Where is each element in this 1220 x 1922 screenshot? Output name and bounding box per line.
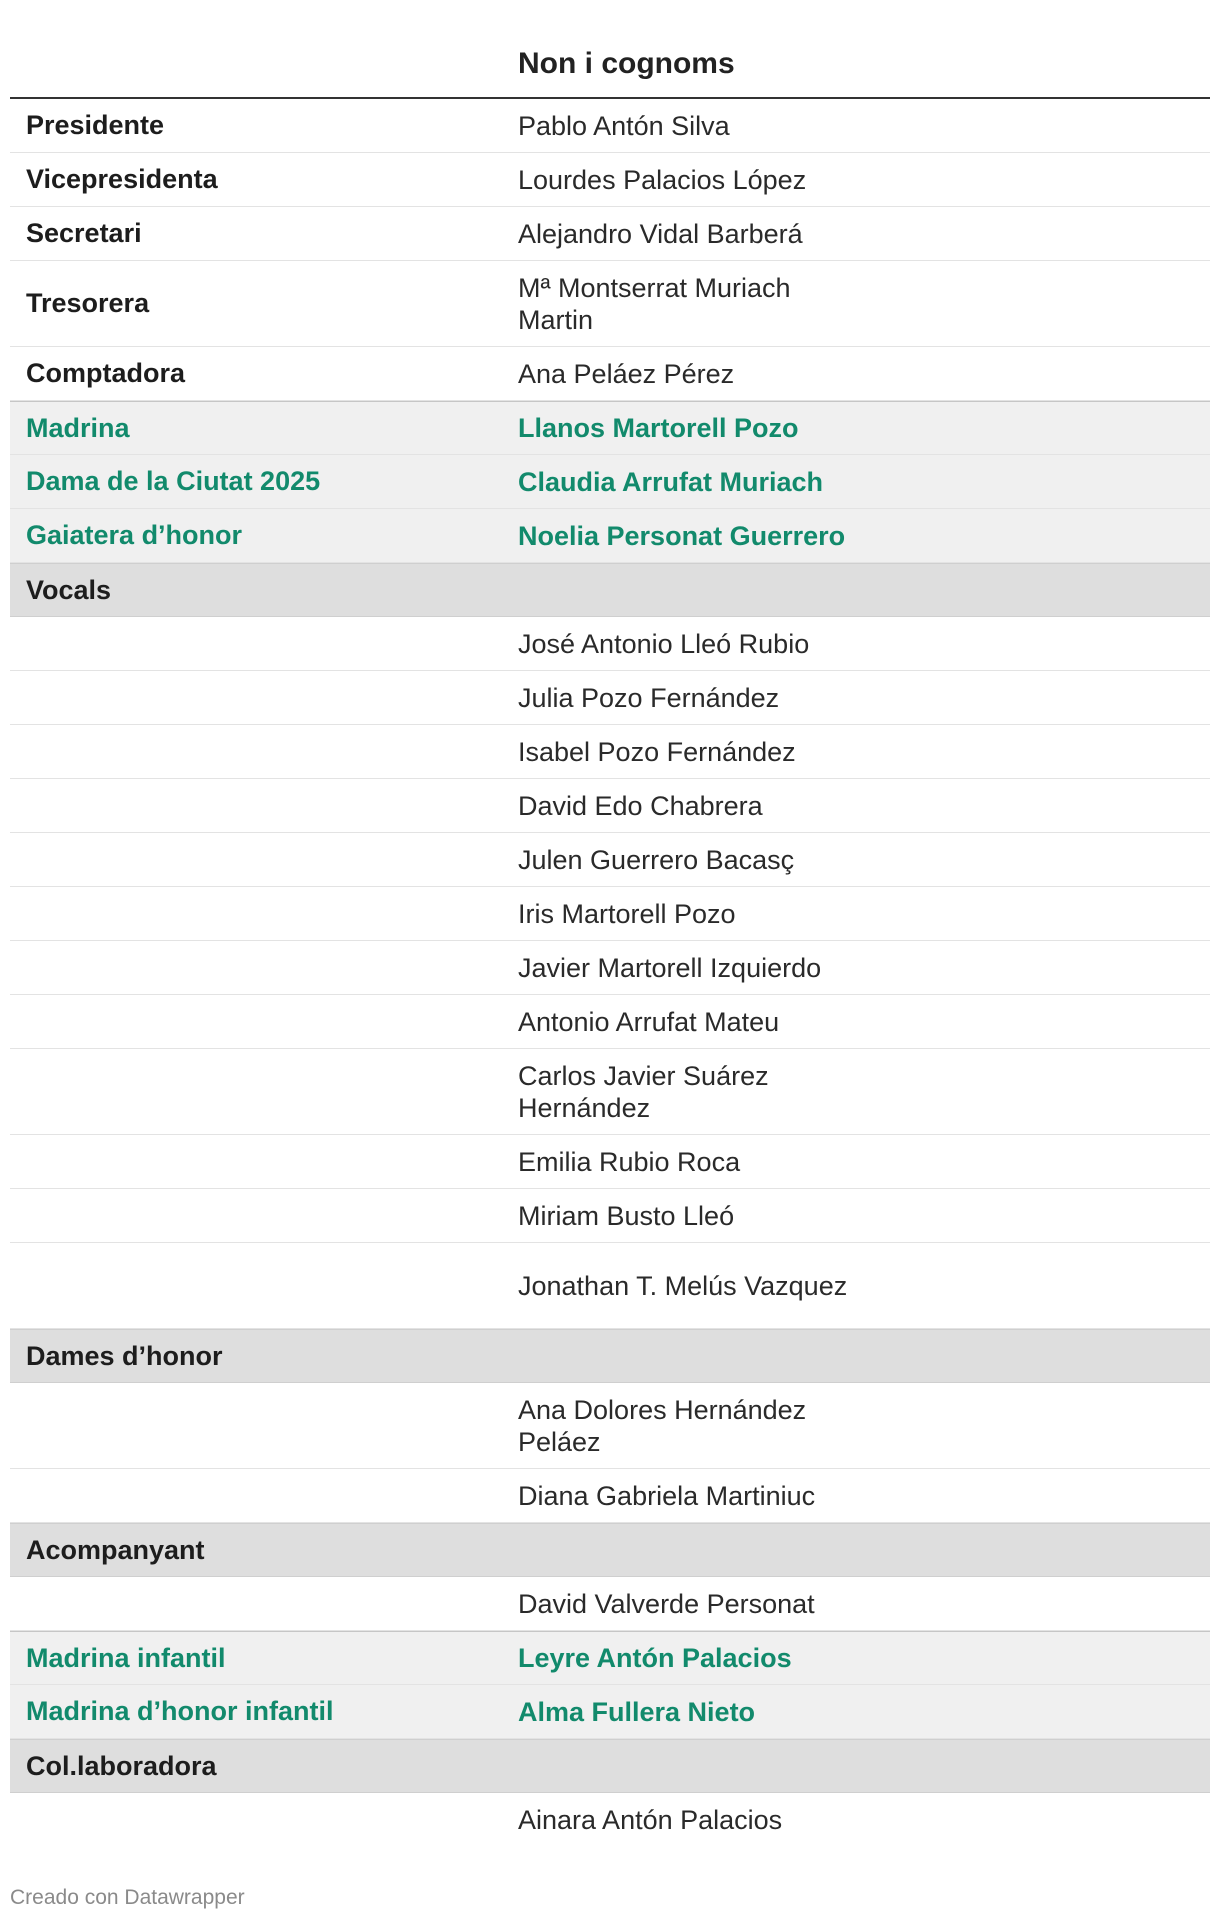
name-cell: Miriam Busto Lleó xyxy=(518,1200,735,1231)
role-cell: Comptadora xyxy=(26,358,186,388)
table-row xyxy=(10,99,1210,153)
table-row xyxy=(10,671,1210,725)
name-cell: Isabel Pozo Fernández xyxy=(518,736,796,767)
table-row xyxy=(10,261,1210,347)
name-cell: Iris Martorell Pozo xyxy=(518,898,736,929)
name-cell: Alejandro Vidal Barberá xyxy=(518,218,803,249)
role-cell: Secretari xyxy=(26,218,142,248)
table-row xyxy=(10,617,1210,671)
role-cell: Presidente xyxy=(26,110,165,140)
table-row xyxy=(10,153,1210,207)
name-cell: Antonio Arrufat Mateu xyxy=(518,1006,780,1037)
highlight-row xyxy=(10,401,1210,455)
role-cell: Tresorera xyxy=(26,288,150,318)
table-row xyxy=(10,207,1210,261)
column-header-name: Non i cognoms xyxy=(518,47,735,80)
table-row xyxy=(10,1189,1210,1243)
name-cell: Alma Fullera Nieto xyxy=(518,1696,756,1727)
highlight-row xyxy=(10,509,1210,563)
table-row xyxy=(10,833,1210,887)
name-cell: Ana Dolores Hernández Peláez xyxy=(518,1394,807,1457)
name-cell xyxy=(518,1756,848,1776)
table-row xyxy=(10,779,1210,833)
name-cell: David Valverde Personat xyxy=(518,1588,815,1619)
name-cell: Pablo Antón Silva xyxy=(518,110,730,141)
name-cell: Mª Montserrat Muriach Martin xyxy=(518,272,791,335)
name-cell: Noelia Personat Guerrero xyxy=(518,520,846,551)
name-cell: Diana Gabriela Martiniuc xyxy=(518,1480,816,1511)
name-cell xyxy=(518,1346,848,1366)
name-cell: Julia Pozo Fernández xyxy=(518,682,780,713)
name-cell: Llanos Martorell Pozo xyxy=(518,413,799,443)
table-row xyxy=(10,887,1210,941)
table-row xyxy=(10,725,1210,779)
name-cell: Ana Peláez Pérez xyxy=(518,358,735,389)
name-cell: Lourdes Palacios López xyxy=(518,164,807,195)
table-row xyxy=(10,995,1210,1049)
table-row xyxy=(10,941,1210,995)
section-row-dames xyxy=(10,1329,1210,1383)
role-cell: Madrina d’honor infantil xyxy=(26,1696,334,1726)
role-cell: Madrina xyxy=(26,412,130,443)
name-cell: Ainara Antón Palacios xyxy=(518,1805,783,1835)
table-row xyxy=(10,1049,1210,1135)
highlight-row xyxy=(10,455,1210,509)
table-header xyxy=(10,0,1210,99)
role-cell: Dama de la Ciutat 2025 xyxy=(26,466,321,496)
section-row-acompanyant xyxy=(10,1523,1210,1577)
name-cell xyxy=(518,1540,848,1560)
table-row xyxy=(10,1577,1210,1631)
name-cell xyxy=(518,580,848,600)
name-cell: José Antonio Lleó Rubio xyxy=(518,628,810,659)
role-cell: Madrina infantil xyxy=(26,1642,226,1673)
section-label: Col.laboradora xyxy=(26,1750,217,1781)
section-label: Dames d’honor xyxy=(26,1340,223,1371)
table-row xyxy=(10,1135,1210,1189)
section-row-vocals xyxy=(10,563,1210,617)
name-cell: Carlos Javier Suárez Hernández xyxy=(518,1060,769,1123)
section-row-collaboradora xyxy=(10,1739,1210,1793)
members-table xyxy=(10,0,1210,1847)
datawrapper-credit[interactable]: Creado con Datawrapper xyxy=(10,1886,245,1909)
table-row xyxy=(10,1469,1210,1523)
name-cell: Javier Martorell Izquierdo xyxy=(518,952,822,983)
name-cell: Emilia Rubio Roca xyxy=(518,1146,741,1177)
table-row xyxy=(10,347,1210,401)
name-cell: Leyre Antón Palacios xyxy=(518,1643,792,1673)
highlight-row xyxy=(10,1631,1210,1685)
section-label: Acompanyant xyxy=(26,1534,205,1565)
role-cell: Gaiatera d’honor xyxy=(26,520,243,550)
name-cell: David Edo Chabrera xyxy=(518,790,763,821)
section-label: Vocals xyxy=(26,574,112,605)
table-row xyxy=(10,1243,1210,1329)
name-cell: Julen Guerrero Bacasç xyxy=(518,844,795,875)
table-row xyxy=(10,1383,1210,1469)
table-row xyxy=(10,1793,1210,1847)
name-cell: Claudia Arrufat Muriach xyxy=(518,466,824,497)
name-cell: Jonathan T. Melús Vazquez xyxy=(518,1270,848,1301)
highlight-row xyxy=(10,1685,1210,1739)
role-cell: Vicepresidenta xyxy=(26,164,218,194)
